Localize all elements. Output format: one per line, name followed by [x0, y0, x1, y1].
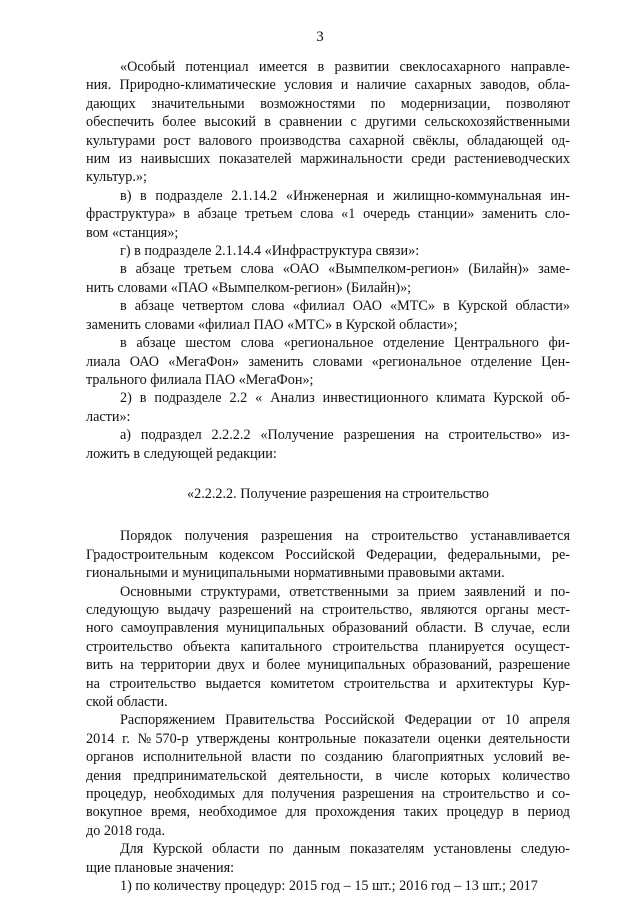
text-line: в абзаце третьем слова «ОАО «Вымпелком-регион» (Билайн)» заме- — [120, 261, 570, 278]
text-line: дения предпринимательской деятельности, в числе которых количество — [86, 767, 570, 784]
text-line: трального филиала ПАО «МегаФон»; — [86, 371, 314, 388]
paragraph — [86, 389, 570, 426]
text-line: Основными структурами, ответственными за прием заявлений и по- — [120, 583, 570, 600]
text-line: Градостроительным кодексом Российской Федерации, федеральными, ре- — [86, 546, 570, 563]
text-line: в) в подразделе 2.1.14.2 «Инженерная и жилищно-коммунальная ин- — [120, 187, 570, 204]
text-line: вокупное время, необходимое для прохождения таких процедур в период — [86, 804, 570, 821]
text-line: ния. Природно-климатические условия и наличие сахарных заводов, обла- — [86, 77, 570, 94]
text-line: Распоряжением Правительства Российской Федерации от 10 апреля — [120, 712, 570, 729]
document-body — [86, 58, 570, 895]
text-line: до 2018 года. — [86, 822, 165, 839]
text-line: на строительство выдается комитетом строительства и архитектуры Кур- — [86, 675, 570, 692]
text-line: вом «станция»; — [86, 224, 179, 241]
text-line: органов исполнительной власти по созданию благоприятных условий ве- — [86, 749, 570, 766]
text-line: дающих значительными возможностями по модернизации, позволяют — [86, 95, 570, 112]
paragraph — [86, 426, 570, 463]
text-line: заменить словами «филиал ПАО «МТС» в Курской области»; — [86, 316, 458, 333]
text-line: Для Курской области по данным показателям установлены следую- — [120, 841, 570, 858]
text-line: ного самоуправления муниципальных образований области. В случае, если — [86, 620, 570, 637]
text-line: ской области. — [86, 694, 168, 710]
text-line: 1) по количеству процедур: 2015 год – 15 шт.; 2016 год – 13 шт.; 2017 — [120, 878, 538, 895]
text-line: лиала ОАО «МегаФон» заменить словами «региональное отделение Цен- — [86, 353, 570, 370]
text-line: в абзаце четвертом слова «филиал ОАО «МТС» в Курской области» — [120, 298, 570, 315]
text-line: Порядок получения разрешения на строительство устанавливается — [120, 528, 570, 545]
paragraph — [86, 334, 570, 389]
text-line: «Особый потенциал имеется в развитии свеклосахарного направле- — [120, 59, 570, 75]
text-line: 2) в подразделе 2.2 « Анализ инвестиционного климата Курской об- — [120, 390, 570, 407]
paragraph — [86, 260, 570, 297]
paragraph — [86, 877, 570, 895]
text-line: щие плановые значения: — [86, 859, 235, 876]
text-line: нить словами «ПАО «Вымпелком-регион» (Билайн)»; — [86, 279, 412, 296]
paragraph — [86, 58, 570, 187]
section-heading: «2.2.2.2. Получение разрешения на строительство — [187, 485, 489, 502]
text-line: фраструктура» в абзаце третьем слова «1 очередь станции» заменить сло- — [86, 206, 570, 223]
text-line: культурами рост валового производства сахарной свёклы, обладающей од- — [86, 132, 570, 149]
text-line: ложить в следующей редакции: — [86, 445, 277, 462]
paragraph — [86, 527, 570, 582]
paragraph — [86, 297, 570, 334]
text-line: гиональными и муниципальными нормативными правовыми актами. — [86, 565, 505, 582]
text-line: г) в подразделе 2.1.14.4 «Инфраструктура связи»: — [120, 243, 420, 260]
paragraph — [86, 187, 570, 242]
text-line: 2014 г. №570-р утверждены контрольные показатели оценки деятельности — [86, 730, 570, 747]
text-line: а) подраздел 2.2.2.2 «Получение разрешения на строительство» из- — [120, 427, 570, 444]
page-number: 3 — [316, 29, 324, 45]
text-line: в абзаце шестом слова «региональное отделение Центрального фи- — [120, 335, 570, 352]
text-line: вить на территории двух и более муниципальных образований, разрешение — [86, 657, 570, 674]
paragraph — [86, 242, 570, 260]
paragraph — [86, 840, 570, 877]
text-line: ним из наивысших показателей маржинальности среди растениеводческих — [86, 151, 570, 168]
paragraph — [86, 711, 570, 840]
text-line: культур.»; — [86, 169, 147, 186]
text-line: строительство объекта капитального строительства планируется осущест- — [86, 638, 570, 655]
paragraph — [86, 583, 570, 712]
text-line: ласти»: — [86, 408, 131, 425]
text-line: обеспечить более высокий в сравнении с другими сельскохозяйственными — [86, 114, 570, 131]
text-line: следующую выдачу разрешений на строительство, являются органы мест- — [86, 601, 570, 618]
text-line: процедур, необходимых для получения разрешения на строительство и со- — [86, 786, 570, 803]
